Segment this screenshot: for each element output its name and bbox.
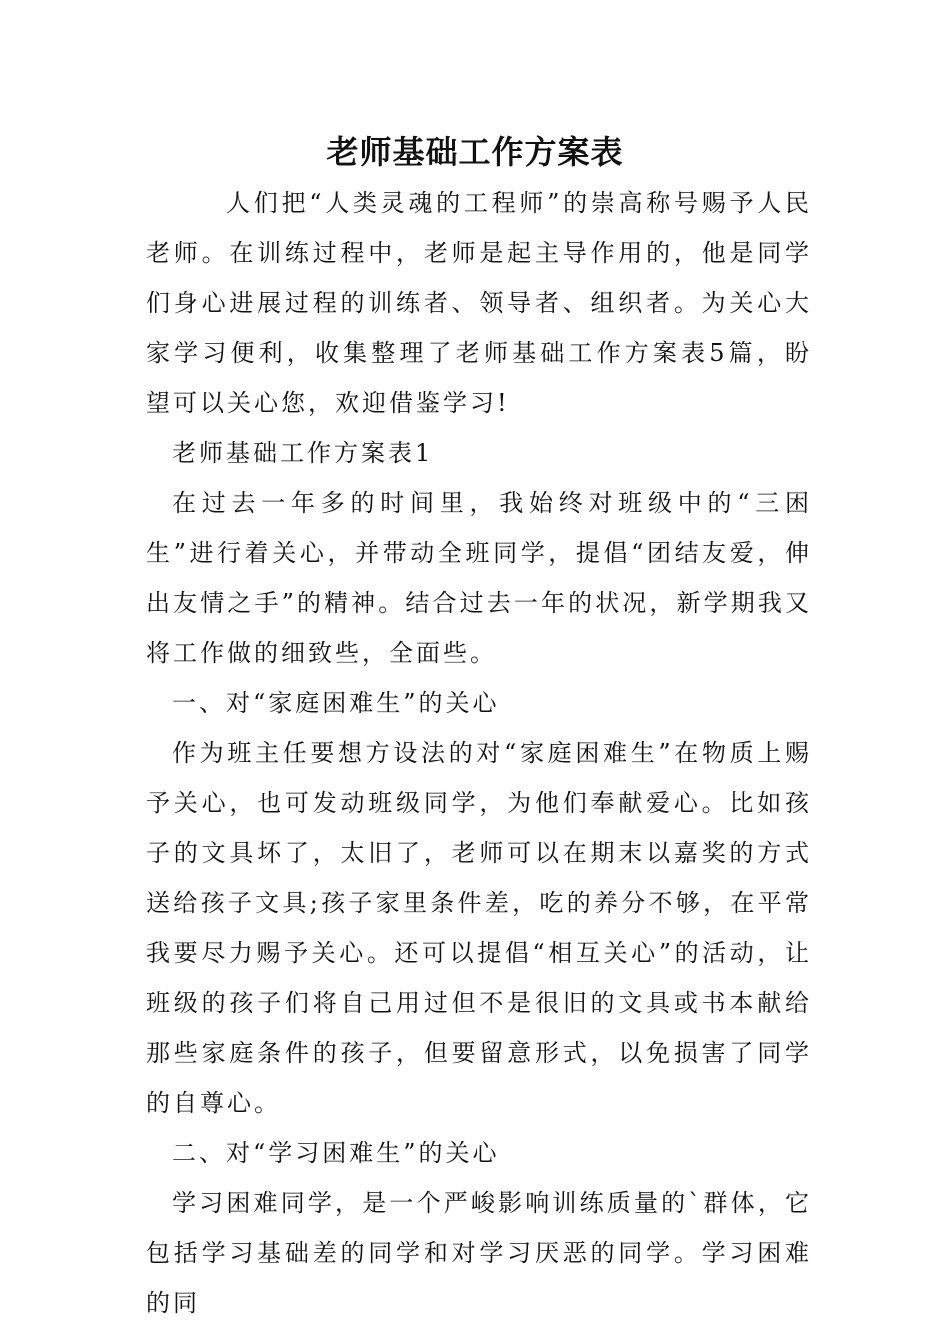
section-heading-plan-1: 老师基础工作方案表1 (172, 439, 434, 467)
body-paragraph: 在过去一年多的时间里，我始终对班级中的“三困生”进行着关心，并带动全班同学，提倡“团结友爱，伸出友情之手”的精神。结合过去一年的状况，新学期我又将工作做的细致些，全面些。 (146, 489, 812, 667)
document-body (146, 178, 812, 1328)
intro-paragraph: 人们把“人类灵魂的工程师”的崇高称号赐予人民老师。在训练过程中，老师是起主导作用的，他是同学们身心进展过程的训练者、领导者、组织者。为关心大家学习便利，收集整理了老师基础工作方案表5篇，盼望可以关心您，欢迎借鉴学习! (146, 189, 812, 417)
subheading-learning-difficulty: 二、对“学习困难生”的关心 (172, 1139, 500, 1167)
document-title: 老师基础工作方案表 (326, 133, 624, 171)
body-paragraph: 学习困难同学，是一个严峻影响训练质量的`群体，它包括学习基础差的同学和对学习厌恶的同学。学习困难的同 (146, 1189, 812, 1317)
body-paragraph: 作为班主任要想方设法的对“家庭困难生”在物质上赐予关心，也可发动班级同学，为他们奉献爱心。比如孩子的文具坏了，太旧了，老师可以在期末以嘉奖的方式送给孩子文具;孩子家里条件差，吃的养分不够，在平常我要尽力赐予关心。还可以提倡“相互关心”的活动，让班级的孩子们将自己用过但不是很旧的文具或书本献给那些家庭条件的孩子，但要留意形式，以免损害了同学的自尊心。 (146, 739, 812, 1117)
subheading-family-difficulty: 一、对“家庭困难生”的关心 (172, 689, 500, 717)
